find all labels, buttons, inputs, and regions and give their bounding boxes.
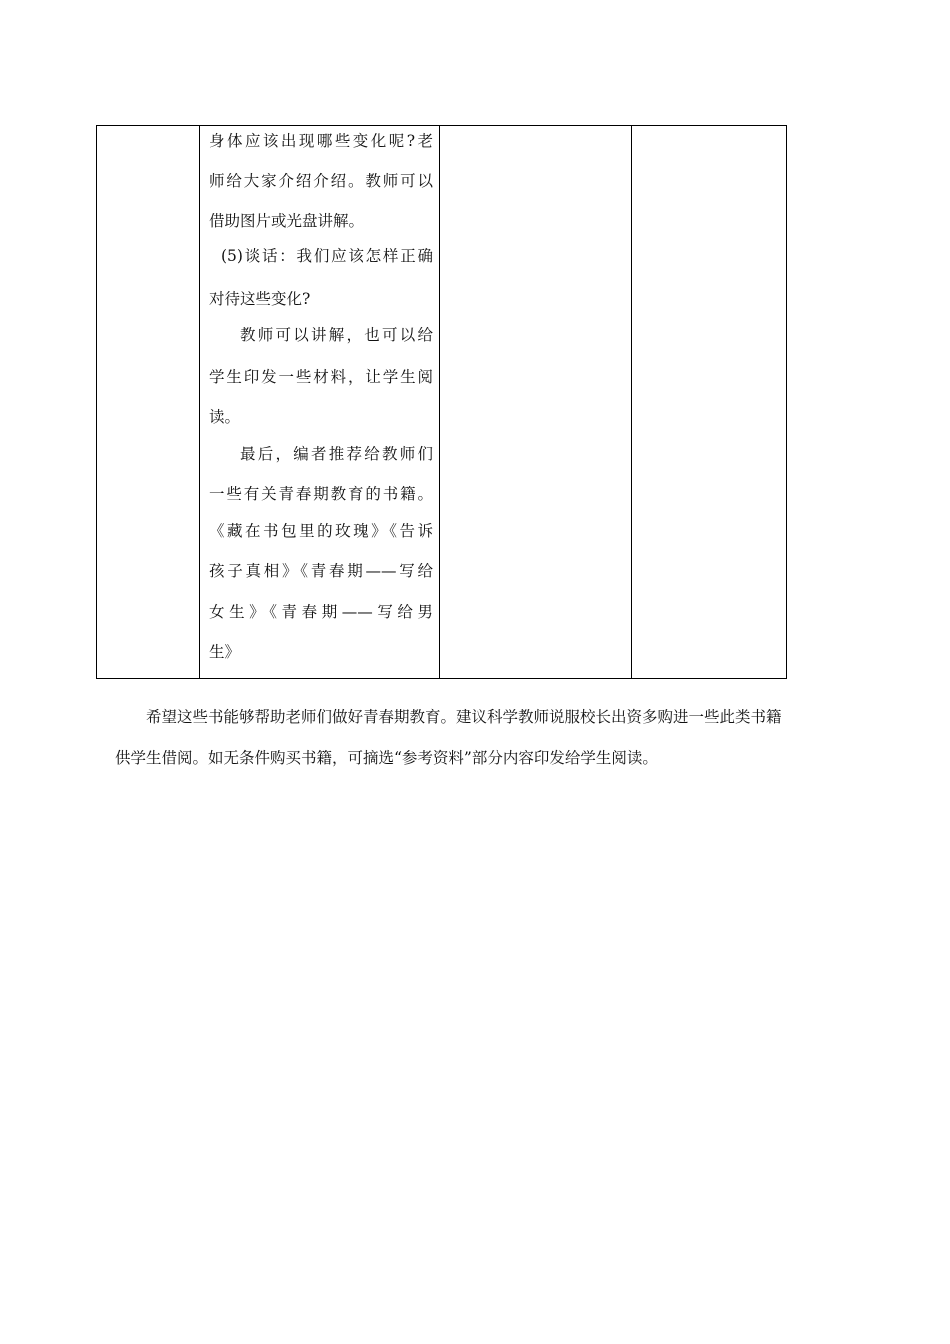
cell-text-line: 师给大家介绍介绍。教师可以 bbox=[209, 172, 433, 190]
cell-text-line: 最后，编者推荐给教师们 bbox=[240, 445, 433, 463]
cell-text-line: 学生印发一些材料，让学生阅 bbox=[209, 368, 433, 386]
table-row bbox=[97, 126, 787, 679]
cell-text-line: 借助图片或光盘讲解。 bbox=[209, 212, 365, 230]
cell-text-line: 孩子真相》《青春期——写给 bbox=[209, 562, 433, 580]
cell-text-line: 对待这些变化? bbox=[209, 290, 311, 308]
body-paragraph-line: 供学生借阅。如无条件购买书籍，可摘选“参考资料”部分内容印发给学生阅读。 bbox=[115, 749, 658, 767]
cell-text-line: 女生》《青春期——写给男 bbox=[209, 603, 433, 621]
cell-text-line: 教师可以讲解，也可以给 bbox=[240, 326, 433, 344]
lesson-table bbox=[96, 125, 787, 679]
cell-text-line: 生》 bbox=[209, 643, 241, 661]
table-cell-column-3 bbox=[440, 126, 632, 679]
table-cell-column-1 bbox=[97, 126, 200, 679]
body-paragraph-line: 希望这些书能够帮助老师们做好青春期教育。建议科学教师说服校长出资多购进一些此类书籍 bbox=[146, 708, 782, 726]
cell-text-line: 一些有关青春期教育的书籍。 bbox=[209, 485, 433, 503]
cell-text-line: 《藏在书包里的玫瑰》《告诉 bbox=[209, 522, 433, 540]
cell-text-line: 读。 bbox=[209, 408, 241, 426]
table-cell-column-4 bbox=[632, 126, 787, 679]
cell-text-line: (5)谈话：我们应该怎样正确 bbox=[221, 247, 433, 265]
cell-text-line: 身体应该出现哪些变化呢?老 bbox=[209, 132, 433, 150]
table-cell-activities bbox=[200, 126, 440, 679]
